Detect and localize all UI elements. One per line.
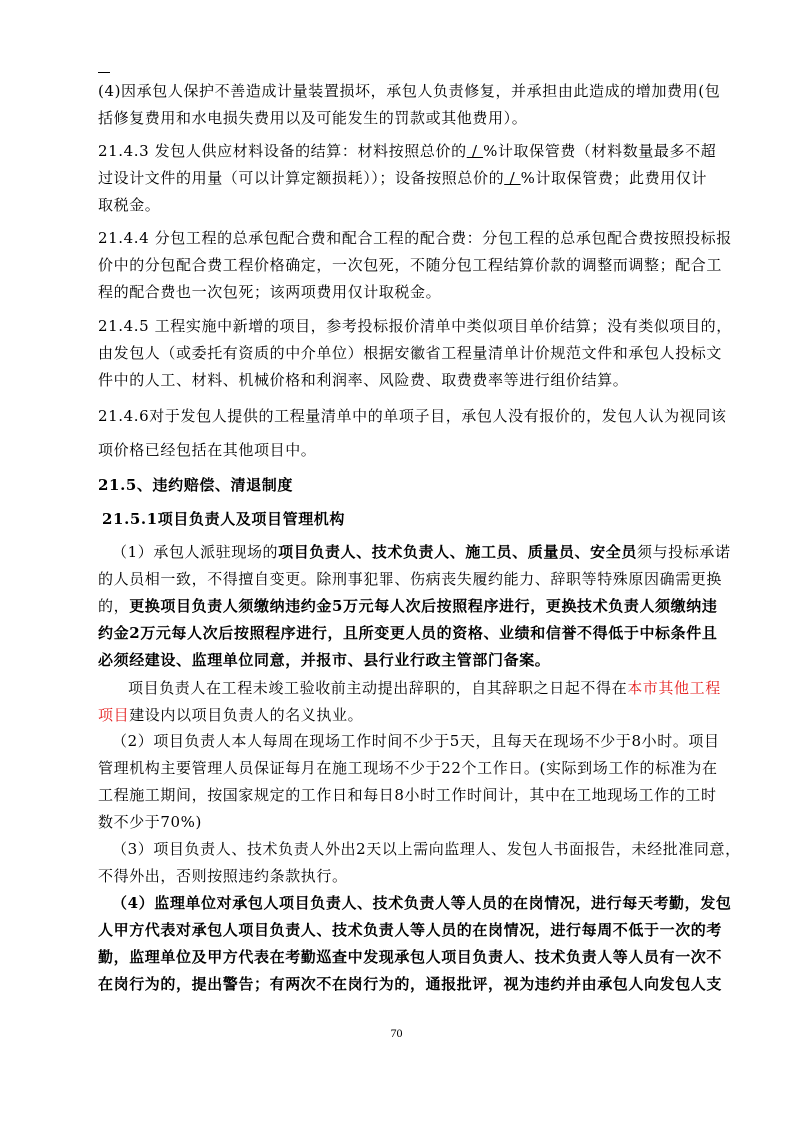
text-span: 的， xyxy=(98,597,130,615)
text-line: 件中的人工、材料、机械价格和利润率、风险费、取费费率等进行组价结算。 xyxy=(98,371,629,389)
text-line: 在岗行为的，提出警告；有两次不在岗行为的，通报批评，视为违约并由承包人向发包人支 xyxy=(98,975,723,993)
paragraph-21-4-4 xyxy=(98,225,738,306)
section-heading-21-5 xyxy=(98,472,738,499)
text-span: 建设内以项目负责人的名义执业。 xyxy=(129,706,364,724)
paragraph-item-2 xyxy=(98,728,738,836)
text-line: 的人员相一致，不得擅自变更。除刑事犯罪、伤病丧失履约能力、辞职等特殊原因确需更换 xyxy=(98,570,723,588)
bold-span: 项目负责人、技术负责人、施工员、质量员、安全员 xyxy=(278,543,637,561)
text-line: 不得外出，否则按照违约条款执行。 xyxy=(98,867,348,885)
text-line: 数不少于70%) xyxy=(98,813,202,831)
paragraph-21-4-3 xyxy=(98,138,738,219)
page-number: 70 xyxy=(390,1026,403,1040)
highlight-span: 项目 xyxy=(98,706,130,724)
heading-text: 21.5、违约赔偿、清退制度 xyxy=(98,476,293,494)
text-line xyxy=(98,539,738,566)
paragraph-21-4-6 xyxy=(98,403,738,464)
text-line xyxy=(98,675,738,702)
paragraph-item4 xyxy=(98,78,738,132)
text-line: 人甲方代表对承包人项目负责人、技术负责人等人员的在岗情况，进行每周不低于一次的考 xyxy=(98,921,723,939)
text-line: 价中的分包配合费工程价格确定，一次包死，不随分包工程结算价款的调整而调整；配合工 xyxy=(98,256,723,274)
text-span: （1）承包人派驻现场的 xyxy=(112,543,279,561)
text-span: 21.4.3 发包人供应材料设备的结算：材料按照总价的 xyxy=(98,142,467,160)
text-line xyxy=(98,593,738,620)
text-line: 勤，监理单位及甲方代表在考勤巡查中发现承包人项目负责人、技术负责人等人员有一次不 xyxy=(98,948,723,966)
text-line: 必须经建设、监理单位同意，并报市、县行业行政主管部门备案。 xyxy=(98,651,551,669)
fill-blank: / xyxy=(466,142,484,160)
text-line: 21.4.6对于发包人提供的工程量清单中的单项子目，承包人没有报价的，发包人认为视同该 xyxy=(98,407,727,425)
text-line xyxy=(98,138,738,165)
text-line: 由发包人（或委托有资质的中介单位）根据安徽省工程量清单计价规范文件和承包人投标文 xyxy=(98,344,723,362)
text-line: 括修复费用和水电损失费用以及可能发生的罚款或其他费用）。 xyxy=(98,109,528,127)
text-line: 程的配合费也一次包死；该两项费用仅计取税金。 xyxy=(98,283,442,301)
paragraph-item-3 xyxy=(98,836,741,890)
highlight-span: 本市其他工程 xyxy=(627,679,721,697)
bold-span: 更换项目负责人须缴纳违约金5万元每人次后按照程序进行，更换技术负责人须缴纳违 xyxy=(129,597,718,615)
heading-text: 21.5.1项目负责人及项目管理机构 xyxy=(102,510,345,528)
text-span: 过设计文件的用量（可以计算定额损耗））；设备按照总价的 xyxy=(98,169,505,187)
text-line: 取税金。 xyxy=(98,196,161,214)
paragraph-item-1 xyxy=(98,539,738,674)
fill-blank: / xyxy=(504,169,521,187)
text-line: 管理机构主要管理人员保证每月在施工现场不少于22个工作日。(实际到场工作的标准为在 xyxy=(98,759,718,777)
text-span: %计取保管费；此费用仅计 xyxy=(520,169,708,187)
paragraph-resignation xyxy=(98,675,738,729)
top-dash-mark xyxy=(98,72,110,73)
text-line: 项价格已经包括在其他项目中。 xyxy=(98,441,317,459)
text-span: 须与投标承诺 xyxy=(636,543,731,561)
text-line: （4）监理单位对承包人项目负责人、技术负责人等人员的在岗情况，进行每天考勤，发包 xyxy=(112,894,732,912)
text-line xyxy=(98,165,738,192)
text-line: (4)因承包人保护不善造成计量装置损坏，承包人负责修复，并承担由此造成的增加费用(包 xyxy=(98,82,721,100)
text-span: %计取保管费（材料数量最多不超 xyxy=(483,142,717,160)
text-line: （2）项目负责人本人每周在现场工作时间不少于5天，且每天在现场不少于8小时。项目 xyxy=(112,732,720,750)
text-line: 约金2万元每人次后按照程序进行，且所变更人员的资格、业绩和信誉不得低于中标条件且 xyxy=(98,624,718,642)
text-line: 21.4.5 工程实施中新增的项目，参考投标报价清单中类似项目单价结算；没有类似项目的， xyxy=(98,317,732,335)
text-span: 项目负责人在工程未竣工验收前主动提出辞职的，自其辞职之日起不得在 xyxy=(128,679,628,697)
paragraph-21-4-5 xyxy=(98,313,738,394)
text-line: 21.4.4 分包工程的总承包配合费和配合工程的配合费：分包工程的总承包配合费按照投标报 xyxy=(98,229,732,247)
section-heading-21-5-1 xyxy=(102,506,742,533)
text-line xyxy=(98,702,738,729)
text-line: （3）项目负责人、技术负责人外出2天以上需向监理人、发包人书面报告，未经批准同意， xyxy=(112,840,741,858)
paragraph-item-4-bold xyxy=(98,890,738,998)
text-line: 工程施工期间，按国家规定的工作日和每日8小时工作时间计，其中在工地现场工作的工时 xyxy=(98,786,717,804)
